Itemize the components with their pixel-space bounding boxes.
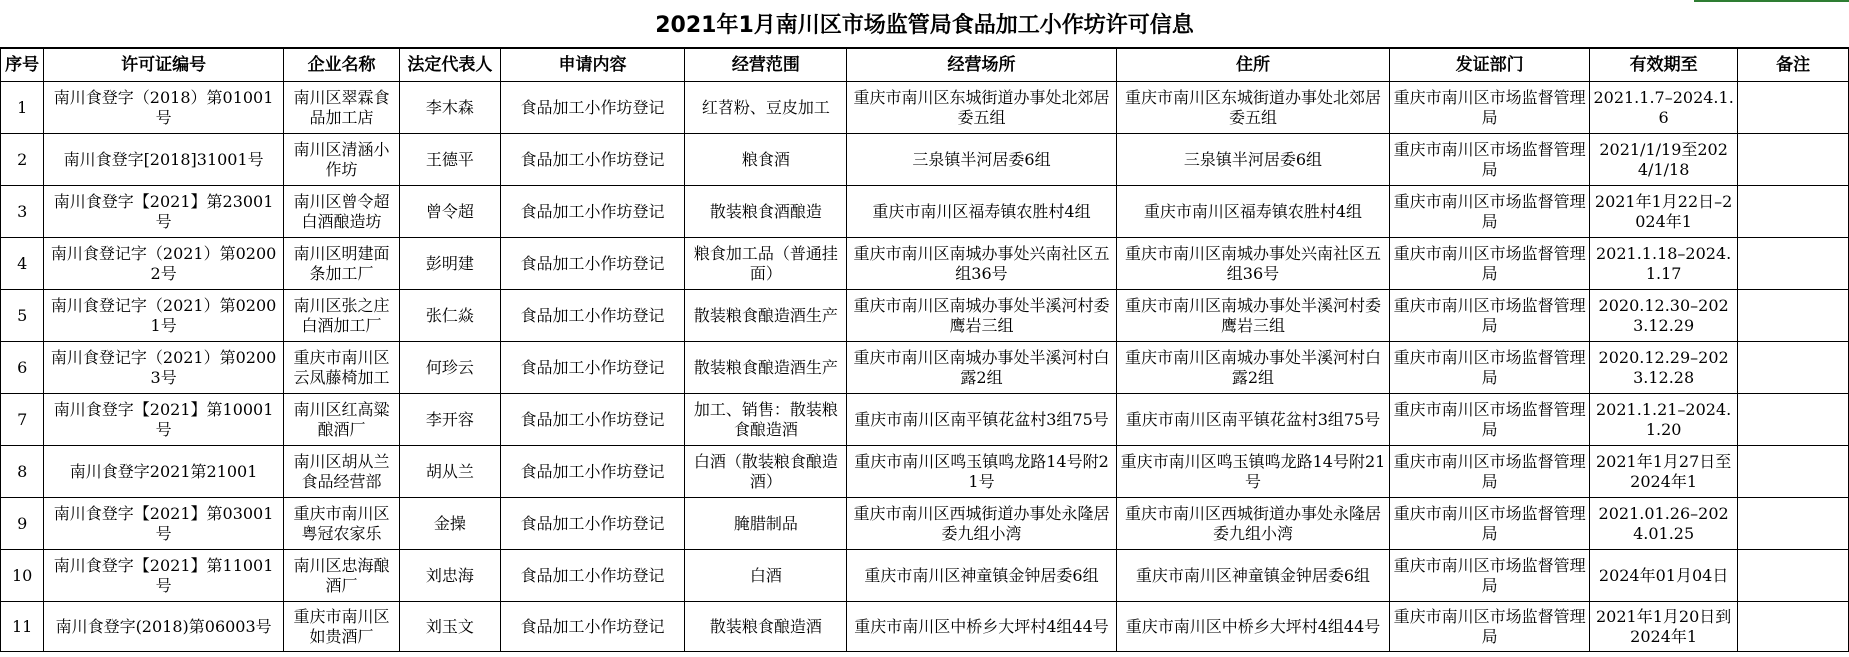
cell-license-no-text: 南川食登记字（2021）第02001号 (50, 295, 277, 335)
cell-valid-until-text: 2021年1月20日到2024年1 (1595, 606, 1732, 646)
cell-legal-rep-text: 金操 (433, 513, 466, 533)
cell-scope[interactable] (685, 342, 847, 394)
cell-remarks[interactable] (1738, 446, 1849, 498)
cell-license-no-text: 南川食登字(2018)第06003号 (55, 616, 272, 636)
cell-scope[interactable] (685, 550, 847, 602)
table-row (1, 238, 1849, 290)
cell-index-text: 2 (17, 149, 28, 169)
cell-application[interactable] (500, 186, 685, 238)
cell-index[interactable] (1, 290, 44, 342)
cell-valid-until-text: 2021.1.18–2024.1.17 (1596, 243, 1732, 283)
permit-table (0, 48, 1849, 652)
cell-address-text: 重庆市南川区南城办事处半溪河村委鹰岩三组 (1124, 295, 1381, 335)
table-row (1, 446, 1849, 498)
cell-application[interactable] (500, 82, 685, 134)
cell-scope-text: 散装粮食酿造酒 (709, 616, 822, 636)
cell-address[interactable] (1116, 290, 1390, 342)
cell-valid-until[interactable] (1589, 82, 1737, 134)
cell-valid-until-text: 2021.1.7–2024.1.6 (1593, 87, 1734, 127)
cell-license-no[interactable] (44, 290, 284, 342)
cell-application-text: 食品加工小作坊登记 (520, 149, 665, 169)
cell-valid-until[interactable] (1589, 394, 1737, 446)
cell-application[interactable] (500, 134, 685, 186)
cell-remarks[interactable] (1738, 238, 1849, 290)
cell-valid-until-text: 2020.12.29–2023.12.28 (1598, 347, 1729, 387)
cell-legal-rep-text: 李开容 (425, 409, 474, 429)
cell-issuer[interactable] (1390, 446, 1590, 498)
cell-application-text: 食品加工小作坊登记 (520, 357, 665, 377)
cell-remarks[interactable] (1738, 342, 1849, 394)
cell-company-text: 南川区张之庄白酒加工厂 (293, 295, 390, 335)
cell-index[interactable] (1, 238, 44, 290)
cell-legal-rep[interactable] (400, 342, 500, 394)
cell-scope-text: 散装粮食酿造酒生产 (693, 305, 838, 325)
table-row (1, 82, 1849, 134)
cell-legal-rep-text: 胡从兰 (425, 461, 474, 481)
cell-application[interactable] (500, 394, 685, 446)
cell-address[interactable] (1116, 394, 1390, 446)
cell-issuer-text: 重庆市南川区市场监督管理局 (1393, 399, 1586, 439)
cell-premises-text: 重庆市南川区东城街道办事处北郊居委五组 (853, 87, 1110, 127)
cell-legal-rep[interactable] (400, 550, 500, 602)
cell-license-no[interactable] (44, 446, 284, 498)
table-row (1, 186, 1849, 238)
cell-license-no-text: 南川食登记字（2021）第02002号 (50, 243, 277, 283)
cell-application-text: 食品加工小作坊登记 (520, 616, 665, 636)
col-header-scope: 经营范围 (685, 49, 847, 82)
cell-license-no-text: 南川食登记字（2021）第02003号 (50, 347, 277, 387)
cell-issuer[interactable] (1390, 550, 1590, 602)
cell-application-text: 食品加工小作坊登记 (520, 97, 665, 117)
cell-index[interactable] (1, 186, 44, 238)
cell-premises-text: 重庆市南川区鸣玉镇鸣龙路14号附21号 (854, 451, 1109, 491)
cell-company[interactable] (283, 134, 399, 186)
cell-license-no-text: 南川食登字【2021】第10001号 (53, 399, 274, 439)
cell-address[interactable] (1116, 82, 1390, 134)
cell-company-text: 南川区红高粱酿酒厂 (293, 399, 390, 439)
cell-legal-rep[interactable] (400, 446, 500, 498)
cell-address-text: 重庆市南川区南城办事处半溪河村白露2组 (1124, 347, 1381, 387)
cell-scope[interactable] (685, 498, 847, 550)
cell-valid-until-text: 2021.01.26–2024.01.25 (1598, 503, 1729, 543)
cell-remarks[interactable] (1738, 498, 1849, 550)
cell-company[interactable] (283, 186, 399, 238)
cell-premises-text: 重庆市南川区中桥乡大坪村4组44号 (854, 616, 1109, 636)
cell-application-text: 食品加工小作坊登记 (520, 461, 665, 481)
cell-application-text: 食品加工小作坊登记 (520, 253, 665, 273)
cell-valid-until[interactable] (1589, 446, 1737, 498)
table-row (1, 290, 1849, 342)
table-row (1, 602, 1849, 652)
cell-address-text: 三泉镇半河居委6组 (1183, 149, 1323, 169)
cell-legal-rep[interactable] (400, 238, 500, 290)
cell-address-text: 重庆市南川区东城街道办事处北郊居委五组 (1124, 87, 1381, 127)
cell-premises[interactable] (847, 134, 1116, 186)
cell-scope[interactable] (685, 238, 847, 290)
cell-scope-text: 腌腊制品 (733, 513, 798, 533)
cell-premises-text: 重庆市南川区南城办事处兴南社区五组36号 (853, 243, 1110, 283)
cell-company[interactable] (283, 550, 399, 602)
cell-scope-text: 白酒 (749, 565, 782, 585)
cell-company[interactable] (283, 394, 399, 446)
cell-issuer-text: 重庆市南川区市场监督管理局 (1393, 139, 1586, 179)
cell-company-text: 重庆市南川区粤冠农家乐 (293, 503, 390, 543)
cell-legal-rep-text: 张仁焱 (425, 305, 474, 325)
cell-legal-rep[interactable] (400, 290, 500, 342)
cell-address[interactable] (1116, 186, 1390, 238)
cell-company-text: 南川区明建面条加工厂 (293, 243, 390, 283)
cell-issuer-text: 重庆市南川区市场监督管理局 (1393, 347, 1586, 387)
cell-address-text: 重庆市南川区福寿镇农胜村4组 (1143, 201, 1363, 221)
cell-scope[interactable] (685, 186, 847, 238)
cell-premises[interactable] (847, 446, 1116, 498)
col-header-license-no: 许可证编号 (44, 49, 284, 82)
cell-address-text: 重庆市南川区南城办事处兴南社区五组36号 (1124, 243, 1381, 283)
cell-scope[interactable] (685, 602, 847, 652)
cell-issuer-text: 重庆市南川区市场监督管理局 (1393, 606, 1586, 646)
cell-issuer[interactable] (1390, 82, 1590, 134)
cell-issuer[interactable] (1390, 186, 1590, 238)
cell-application-text: 食品加工小作坊登记 (520, 409, 665, 429)
cell-valid-until[interactable] (1589, 342, 1737, 394)
cell-index-text: 3 (17, 201, 28, 221)
cell-premises[interactable] (847, 550, 1116, 602)
cell-license-no[interactable] (44, 134, 284, 186)
cell-issuer[interactable] (1390, 238, 1590, 290)
cell-application[interactable] (500, 446, 685, 498)
cell-address[interactable] (1116, 446, 1390, 498)
cell-premises[interactable] (847, 238, 1116, 290)
cell-valid-until[interactable] (1589, 290, 1737, 342)
cell-address[interactable] (1116, 238, 1390, 290)
cell-legal-rep[interactable] (400, 186, 500, 238)
cell-index[interactable] (1, 498, 44, 550)
table-row (1, 342, 1849, 394)
cell-application[interactable] (500, 290, 685, 342)
cell-legal-rep-text: 曾令超 (425, 201, 474, 221)
cell-valid-until-text: 2021/1/19至2024/1/18 (1599, 139, 1728, 179)
col-header-address: 住所 (1116, 49, 1390, 82)
cell-legal-rep[interactable] (400, 498, 500, 550)
cell-premises[interactable] (847, 498, 1116, 550)
cell-legal-rep-text: 刘忠海 (425, 565, 474, 585)
cell-issuer[interactable] (1390, 290, 1590, 342)
cell-legal-rep[interactable] (400, 82, 500, 134)
cell-issuer[interactable] (1390, 342, 1590, 394)
cell-address[interactable] (1116, 134, 1390, 186)
cell-address-text: 重庆市南川区神童镇金钟居委6组 (1135, 565, 1371, 585)
table-row (1, 134, 1849, 186)
table-row (1, 498, 1849, 550)
cell-company[interactable] (283, 446, 399, 498)
cell-index-text: 4 (17, 253, 28, 273)
cell-index-text: 5 (17, 305, 28, 325)
cell-address-text: 重庆市南川区南平镇花盆村3组75号 (1125, 409, 1381, 429)
cell-address[interactable] (1116, 498, 1390, 550)
cell-license-no-text: 南川食登字（2018）第01001号 (53, 87, 274, 127)
cell-index[interactable] (1, 82, 44, 134)
cell-license-no[interactable] (44, 394, 284, 446)
cell-company[interactable] (283, 498, 399, 550)
cell-premises-text: 重庆市南川区西城街道办事处永隆居委九组小湾 (853, 503, 1110, 543)
cell-scope[interactable] (685, 394, 847, 446)
col-header-issuer: 发证部门 (1390, 49, 1590, 82)
cell-index[interactable] (1, 134, 44, 186)
cell-legal-rep-text: 李木森 (425, 97, 474, 117)
cell-license-no-text: 南川食登字[2018]31001号 (63, 149, 264, 169)
cell-issuer-text: 重庆市南川区市场监督管理局 (1393, 87, 1586, 127)
cell-remarks[interactable] (1738, 82, 1849, 134)
cell-premises-text: 三泉镇半河居委6组 (912, 149, 1051, 169)
cell-valid-until-text: 2021年1月22日–2024年1 (1594, 191, 1733, 231)
cell-valid-until[interactable] (1589, 186, 1737, 238)
cell-company[interactable] (283, 342, 399, 394)
col-header-legal-rep: 法定代表人 (400, 49, 500, 82)
cell-license-no-text: 南川食登字2021第21001 (69, 461, 258, 481)
cell-address-text: 重庆市南川区中桥乡大坪村4组44号 (1125, 616, 1381, 636)
cell-application[interactable] (500, 342, 685, 394)
cell-premises[interactable] (847, 290, 1116, 342)
table-header-row (1, 49, 1849, 82)
cell-scope[interactable] (685, 290, 847, 342)
cell-index-text: 9 (17, 513, 28, 533)
col-header-premises: 经营场所 (847, 49, 1116, 82)
table-row (1, 394, 1849, 446)
cell-valid-until[interactable] (1589, 550, 1737, 602)
cell-premises[interactable] (847, 82, 1116, 134)
cell-index[interactable] (1, 394, 44, 446)
cell-company-text: 重庆市南川区如贵酒厂 (293, 606, 390, 646)
cell-index[interactable] (1, 602, 44, 652)
cell-legal-rep[interactable] (400, 394, 500, 446)
cell-premises-text: 重庆市南川区神童镇金钟居委6组 (864, 565, 1099, 585)
cell-valid-until-text: 2020.12.30–2023.12.29 (1598, 295, 1729, 335)
cell-company[interactable] (283, 290, 399, 342)
cell-scope[interactable] (685, 446, 847, 498)
cell-issuer[interactable] (1390, 134, 1590, 186)
cell-premises[interactable] (847, 602, 1116, 652)
cell-issuer-text: 重庆市南川区市场监督管理局 (1393, 451, 1586, 491)
cell-legal-rep[interactable] (400, 602, 500, 652)
cell-license-no-text: 南川食登字【2021】第03001号 (53, 503, 274, 543)
page-title: 2021年1月南川区市场监管局食品加工小作坊许可信息 (0, 0, 1849, 48)
cell-scope[interactable] (685, 82, 847, 134)
cell-legal-rep-text: 王德平 (425, 149, 474, 169)
cell-premises-text: 重庆市南川区南平镇花盆村3组75号 (854, 409, 1109, 429)
cell-license-no[interactable] (44, 498, 284, 550)
cell-legal-rep-text: 彭明建 (425, 253, 474, 273)
cell-company-text: 重庆市南川区云凤藤椅加工 (293, 347, 390, 387)
cell-license-no-text: 南川食登字【2021】第23001号 (53, 191, 274, 231)
cell-license-no-text: 南川食登字【2021】第11001号 (53, 555, 274, 595)
cell-valid-until[interactable] (1589, 498, 1737, 550)
cell-address-text: 重庆市南川区西城街道办事处永隆居委九组小湾 (1124, 503, 1381, 543)
cell-remarks[interactable] (1738, 602, 1849, 652)
cell-company-text: 南川区忠海酿酒厂 (293, 555, 390, 595)
cell-issuer-text: 重庆市南川区市场监督管理局 (1393, 191, 1586, 231)
cell-company-text: 南川区清涵小作坊 (293, 139, 390, 179)
cell-valid-until-text: 2021年1月27日至2024年1 (1595, 451, 1732, 491)
cell-application-text: 食品加工小作坊登记 (520, 201, 665, 221)
cell-remarks[interactable] (1738, 394, 1849, 446)
cell-index-text: 7 (17, 409, 28, 429)
cell-company[interactable] (283, 82, 399, 134)
cell-address[interactable] (1116, 602, 1390, 652)
cell-license-no[interactable] (44, 342, 284, 394)
cell-valid-until[interactable] (1589, 134, 1737, 186)
cell-index-text: 11 (11, 616, 33, 636)
cell-scope-text: 白酒（散装粮食酿造酒） (693, 451, 838, 491)
cell-remarks[interactable] (1738, 134, 1849, 186)
cell-issuer[interactable] (1390, 602, 1590, 652)
cell-premises[interactable] (847, 186, 1116, 238)
cell-issuer-text: 重庆市南川区市场监督管理局 (1393, 503, 1586, 543)
cell-premises[interactable] (847, 394, 1116, 446)
col-header-application: 申请内容 (500, 49, 685, 82)
cell-valid-until-text: 2024年01月04日 (1598, 565, 1729, 585)
cell-index-text: 8 (17, 461, 28, 481)
cell-application-text: 食品加工小作坊登记 (520, 565, 665, 585)
cell-premises-text: 重庆市南川区南城办事处半溪河村白露2组 (853, 347, 1110, 387)
cell-issuer-text: 重庆市南川区市场监督管理局 (1393, 295, 1586, 335)
cell-issuer[interactable] (1390, 498, 1590, 550)
cell-issuer[interactable] (1390, 394, 1590, 446)
col-header-valid-until: 有效期至 (1589, 49, 1737, 82)
cell-application[interactable] (500, 550, 685, 602)
cell-scope-text: 散装粮食酿造酒生产 (693, 357, 838, 377)
cell-valid-until[interactable] (1589, 602, 1737, 652)
cell-address-text: 重庆市南川区鸣玉镇鸣龙路14号附21号 (1120, 451, 1386, 491)
cell-license-no[interactable] (44, 82, 284, 134)
cell-legal-rep-text: 刘玉文 (425, 616, 474, 636)
cell-license-no[interactable] (44, 550, 284, 602)
cell-license-no[interactable] (44, 238, 284, 290)
cell-application[interactable] (500, 602, 685, 652)
cell-valid-until-text: 2021.1.21–2024.1.20 (1596, 399, 1732, 439)
cell-remarks[interactable] (1738, 550, 1849, 602)
cell-company-text: 南川区曾令超白酒酿造坊 (293, 191, 390, 231)
cell-issuer-text: 重庆市南川区市场监督管理局 (1393, 243, 1586, 283)
cell-legal-rep[interactable] (400, 134, 500, 186)
cell-remarks[interactable] (1738, 186, 1849, 238)
cell-application[interactable] (500, 498, 685, 550)
cell-license-no[interactable] (44, 602, 284, 652)
cell-company[interactable] (283, 238, 399, 290)
cell-scope-text: 加工、销售：散装粮食酿造酒 (693, 399, 838, 439)
table-row (1, 550, 1849, 602)
cell-scope-text: 散装粮食酒酿造 (709, 201, 822, 221)
cell-valid-until[interactable] (1589, 238, 1737, 290)
col-header-remarks: 备注 (1738, 49, 1849, 82)
cell-premises-text: 重庆市南川区南城办事处半溪河村委鹰岩三组 (853, 295, 1110, 335)
cell-remarks[interactable] (1738, 290, 1849, 342)
cell-company-text: 南川区胡从兰食品经营部 (293, 451, 390, 491)
cell-company-text: 南川区翠霖食品加工店 (293, 87, 390, 127)
cell-company[interactable] (283, 602, 399, 652)
cell-scope[interactable] (685, 134, 847, 186)
cell-index-text: 10 (11, 565, 33, 585)
cell-index[interactable] (1, 550, 44, 602)
cell-address[interactable] (1116, 342, 1390, 394)
cell-license-no[interactable] (44, 186, 284, 238)
col-header-index: 序号 (1, 49, 44, 82)
cell-address[interactable] (1116, 550, 1390, 602)
cell-scope-text: 粮食加工品（普通挂面） (693, 243, 838, 283)
cell-index[interactable] (1, 446, 44, 498)
cell-application[interactable] (500, 238, 685, 290)
cell-index-text: 6 (17, 357, 28, 377)
col-header-company: 企业名称 (283, 49, 399, 82)
cell-scope-text: 粮食酒 (741, 149, 790, 169)
cell-scope-text: 红苕粉、豆皮加工 (701, 97, 830, 117)
cell-premises[interactable] (847, 342, 1116, 394)
cell-premises-text: 重庆市南川区福寿镇农胜村4组 (872, 201, 1091, 221)
cell-issuer-text: 重庆市南川区市场监督管理局 (1393, 555, 1586, 595)
table-body (1, 82, 1849, 652)
cell-index[interactable] (1, 342, 44, 394)
cell-application-text: 食品加工小作坊登记 (520, 513, 665, 533)
cell-legal-rep-text: 何珍云 (425, 357, 474, 377)
cell-index-text: 1 (17, 97, 28, 117)
cell-application-text: 食品加工小作坊登记 (520, 305, 665, 325)
